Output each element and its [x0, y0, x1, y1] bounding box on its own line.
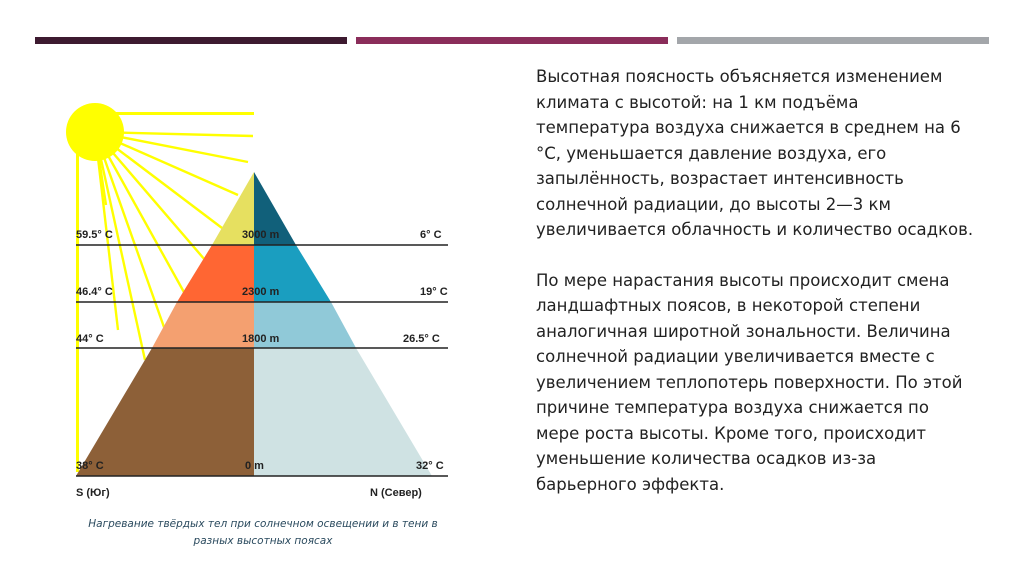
north-temp-0: 32° C [416, 460, 444, 472]
header-bar-gray [677, 37, 989, 44]
altitude-2300: 2300 m [242, 286, 280, 298]
main-text [536, 64, 976, 522]
figure-caption: Нагревание твёрдых тел при солнечном освещении и в тени в разных высотных поясах [88, 518, 438, 547]
header-bar-dark [35, 37, 347, 44]
altitude-1800: 1800 m [242, 333, 280, 345]
north-temp-3000: 6° C [420, 229, 442, 241]
south-temp-0: 38° C [76, 460, 104, 472]
south-label: S (Юг) [76, 487, 110, 499]
altitude-0: 0 m [245, 460, 264, 472]
south-zone-0 [76, 348, 254, 476]
paragraph-altitude-zonation: Высотная поясность объясняется изменением климата с высотой: на 1 км подъёма температура воздуха снижается в среднем на 6 °С, уменьшается давление воздуха, его запылённость, возрастает интенсивность солнечной радиации, до высоты 2—3 км увеличивается облачность и количество осадков. [536, 67, 974, 239]
altitude-3000: 3000 m [242, 229, 280, 241]
south-temp-2300: 46.4° C [76, 286, 113, 298]
south-temp-3000: 59.5° C [76, 229, 113, 241]
north-temp-2300: 19° C [420, 286, 448, 298]
header-bar-magenta [356, 37, 668, 44]
south-temp-1800: 44° C [76, 333, 104, 345]
north-label: N (Север) [370, 487, 422, 499]
north-temp-1800: 26.5° C [403, 333, 440, 345]
north-zone-0 [254, 348, 432, 476]
south-zone-1800 [152, 302, 254, 348]
altitude-zonation-diagram [60, 100, 460, 510]
paragraph-landscape-zones: По мере нарастания высоты происходит смена ландшафтных поясов, в некоторой степени аналогичная широтной зональности. Величина солнечной радиации увеличивается вместе с увеличением теплопотерь поверхности. По этой причине температура воздуха снижается по мере роста высоты. Кроме того, происходит уменьшение количества осадков из-за барьерного эффекта. [536, 270, 963, 494]
